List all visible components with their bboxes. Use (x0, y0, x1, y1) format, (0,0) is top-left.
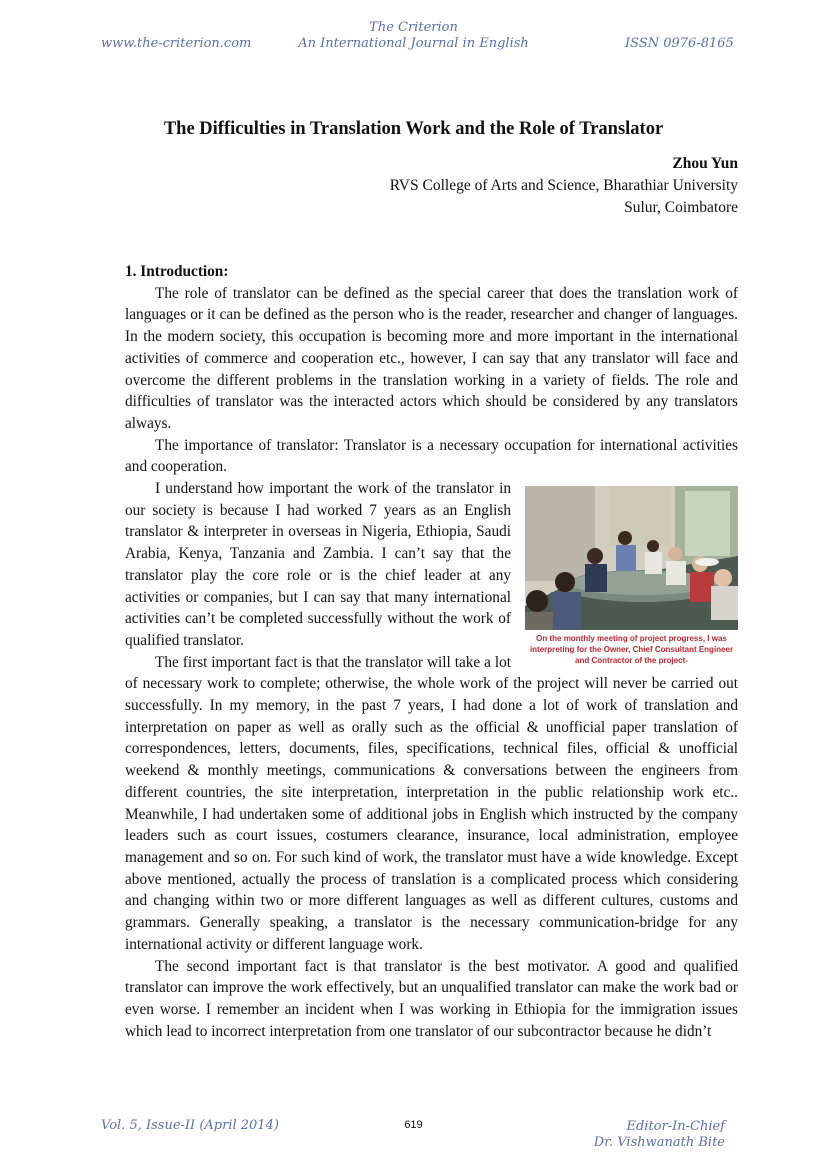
figure-caption: On the monthly meeting of project progress, I was interpreting for the Owner, Chief Consultant Engineer and Contractor of the project- (529, 634, 734, 666)
page-number: 619 (404, 1119, 423, 1131)
meeting-photo (525, 486, 738, 630)
paragraph: The second important fact is that translator is the best motivator. A good and qualified translator can improve the work effectively, but an unqualified translator can make the work bad or even worse. I remember an incident when I was working in Ethiopia for the immigration issues which lead to incorrect interpretation from one translator of our subcontractor because he didn’t (125, 957, 738, 1040)
section-heading: 1. Introduction: (125, 263, 229, 280)
author-name: Zhou Yun (672, 155, 738, 172)
journal-website[interactable]: www.the-criterion.com (101, 36, 252, 51)
author-location: Sulur, Coimbatore (624, 199, 738, 216)
article-body (125, 261, 738, 1042)
journal-name: The Criterion (369, 20, 458, 35)
volume-info: Vol. 5, Issue-II (April 2014) (101, 1118, 279, 1133)
author-block (390, 153, 738, 219)
meeting-photo-illustration (525, 486, 738, 630)
editor-role: Editor-In-Chief (626, 1119, 725, 1134)
paragraph: The first important fact is that the translator will take a lot of necessary work to complete; otherwise, the whole work of the project will never be carried out successfully. In my memory, in the past 7 years, I had done a lot of work of translation and interpretation on paper as well as orally such as the official & unofficial paper translation of correspondences, letters, documents, files, specifications, technical files, official & unofficial weekend & monthly meetings, communications & conversations between the engineers from different countries, the site interpretation, interpretation in the public relationship work etc.. Meanwhile, I had undertaken some of additional jobs in English which instructed by the company leaders such as court issues, costumers clearance, insurance, local administration, employee management and so on. For such kind of work, the translator must have a wide knowledge. Except above mentioned, actually the process of translation is a complicated process which considering and changing within two or more different languages as well as different cultures, customs and grammars. Generally speaking, a translator is the necessary communication-bridge for any international activity or different language work. (125, 653, 738, 953)
journal-subtitle: An International Journal in English (298, 36, 529, 51)
issn: ISSN 0976-8165 (625, 36, 734, 51)
paragraph: I understand how important the work of the translator in our society is because I had worked 7 years as an English translator & interpreter in overseas in Nigeria, Ethiopia, Saudi Arabia, Kenya, Tanzania and Zambia. I can’t say that the translator play the core role or is the chief leader at any activities or companies, but I can say that many international activities can’t be completed successfully without the work of qualified translator. (125, 480, 511, 649)
author-affiliation: RVS College of Arts and Science, Bharathiar University (389, 177, 738, 194)
paragraph: The importance of translator: Translator is a necessary occupation for international activities and cooperation. (125, 436, 738, 476)
article-title: The Difficulties in Translation Work and the Role of Translator (163, 119, 664, 139)
editor-name: Dr. Vishwanath Bite (593, 1135, 725, 1150)
paragraph: The role of translator can be defined as the special career that does the translation work of languages or it can be defined as the person who is the reader, researcher and changer of languages. In the modern society, this occupation is becoming more and more important in the international activities of commerce and cooperation etc., however, I can say that any translator will face and overcome the different problems in the translation working in a variety of fields. The role and difficulties of translator was the interacted actors which should be considered by any translators always. (125, 284, 738, 432)
meeting-figure (525, 486, 738, 666)
